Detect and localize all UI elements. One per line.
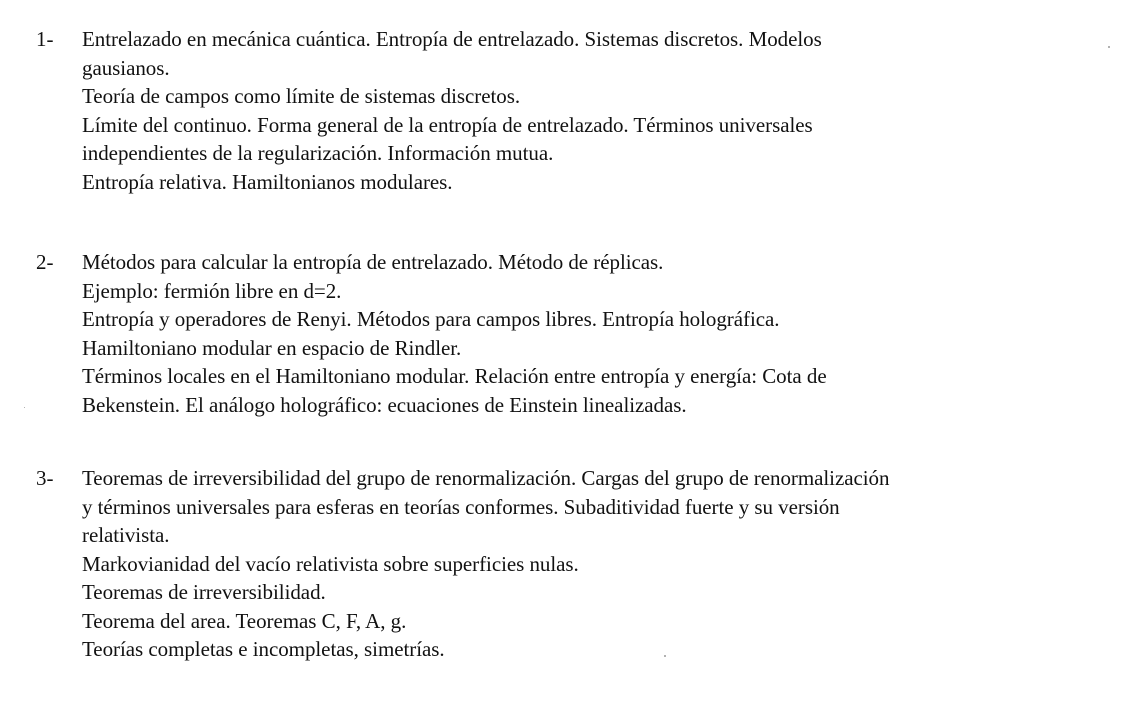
text-line: Teoremas de irreversibilidad.	[82, 580, 326, 604]
text-line: Entrelazado en mecánica cuántica. Entropía de entrelazado. Sistemas discretos. Modelos	[82, 27, 822, 51]
text-line: Teoremas de irreversibilidad del grupo de renormalización. Cargas del grupo de renormalización	[82, 466, 890, 490]
text-line: Entropía y operadores de Renyi. Métodos para campos libres. Entropía holográfica.	[82, 307, 780, 331]
text-line: Teorías completas e incompletas, simetrías.	[82, 637, 445, 661]
section-number: 1-	[36, 27, 54, 51]
text-line: Métodos para calcular la entropía de entrelazado. Método de réplicas.	[82, 250, 664, 274]
text-line: y términos universales para esferas en teorías conformes. Subaditividad fuerte y su versión	[82, 494, 840, 519]
text-line: independientes de la regularización. Información mutua.	[82, 141, 554, 165]
text-line: Ejemplo: fermión libre en d=2.	[82, 278, 342, 303]
text-line: Teoría de campos como límite de sistemas discretos.	[82, 84, 521, 108]
text-line: gausianos.	[82, 55, 170, 80]
text-line: Entropía relativa. Hamiltonianos modulares.	[82, 169, 453, 194]
text-line: Teorema del area. Teoremas C, F, A, g.	[82, 608, 407, 633]
section-number: 3-	[36, 466, 54, 490]
text-line: Términos locales en el Hamiltoniano modular. Relación entre entropía y energía: Cota de	[82, 364, 827, 388]
section-number: 2-	[36, 250, 54, 274]
scan-speck	[24, 407, 25, 408]
text-line: relativista.	[82, 523, 170, 547]
section-body	[82, 464, 1138, 664]
scan-speck	[664, 655, 666, 657]
text-line: Límite del continuo. Forma general de la entropía de entrelazado. Términos universales	[82, 112, 813, 137]
text-line: Bekenstein. El análogo holográfico: ecuaciones de Einstein linealizadas.	[82, 392, 687, 417]
text-line: Markovianidad del vacío relativista sobre superficies nulas.	[82, 551, 579, 576]
text-line: Hamiltoniano modular en espacio de Rindler.	[82, 335, 462, 360]
scan-speck	[1108, 46, 1110, 48]
section-body	[82, 248, 1138, 419]
section-body	[82, 25, 1138, 196]
